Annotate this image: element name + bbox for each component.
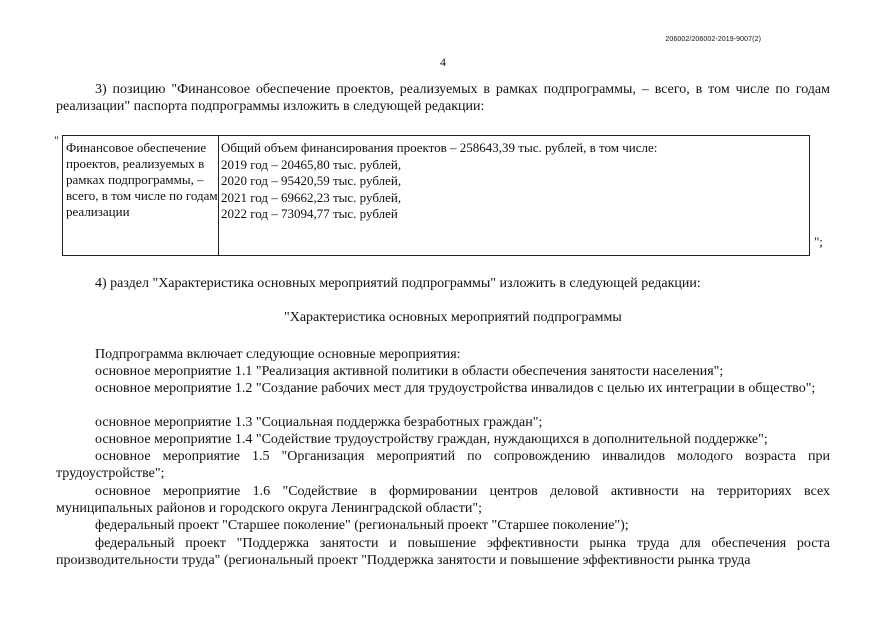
federal-project-1: федеральный проект "Старшее поколение" (региональный проект "Старшее поколение");	[95, 518, 629, 533]
page-number: 4	[440, 55, 446, 69]
financing-table	[62, 135, 810, 256]
financing-year-line: 2019 год – 20465,80 тыс. рублей,	[221, 156, 402, 172]
measure-1-4: основное мероприятие 1.4 "Содействие трудоустройству граждан, нуждающихся в дополнительной поддержке";	[95, 432, 768, 447]
measure-1-2: основное мероприятие 1.2 "Создание рабочих мест для трудоустройства инвалидов с целью их интеграции в общество";	[95, 381, 816, 396]
measure-1-6: основное мероприятие 1.6 "Содействие в формировании центров деловой активности на территориях всех муниципальных районов и городского округа Ленинградской области";	[56, 484, 830, 516]
body-intro: Подпрограмма включает следующие основные мероприятия:	[95, 347, 461, 362]
paragraph-4: 4) раздел "Характеристика основных мероприятий подпрограммы" изложить в следующей редакции:	[95, 276, 701, 291]
table-left-cell: Финансовое обеспечение проектов, реализуемых в рамках подпрограммы, – всего, в том числе по годам реализации	[66, 140, 218, 219]
measure-1-3: основное мероприятие 1.3 "Социальная поддержка безработных граждан";	[95, 415, 543, 430]
section-heading: "Характеристика основных мероприятий подпрограммы	[284, 310, 622, 325]
table-column-divider	[218, 136, 219, 255]
paragraph-3: 3) позицию "Финансовое обеспечение проектов, реализуемых в рамках подпрограммы, – всего, в том числе по годам реализации" паспорта подпрограммы изложить в следующей редакции:	[56, 82, 830, 114]
financing-year-line: 2022 год – 73094,77 тыс. рублей	[221, 206, 398, 221]
table-close-quote: ";	[814, 234, 823, 249]
table-right-cell	[221, 140, 806, 223]
document-id: 206002/206002-2019-9007(2)	[665, 36, 761, 43]
measure-1-5: основное мероприятие 1.5 "Организация мероприятий по сопровождению инвалидов молодого возраста при трудоустройстве";	[56, 449, 830, 481]
financing-year-line: 2020 год – 95420,59 тыс. рублей,	[221, 173, 402, 188]
measure-1-1: основное мероприятие 1.1 "Реализация активной политики в области обеспечения занятости населения";	[95, 364, 724, 379]
federal-project-2: федеральный проект "Поддержка занятости и повышение эффективности рынка труда для обеспечения роста производительности труда" (региональный проект "Поддержка занятости и повышение эффективности рынка труда	[56, 536, 830, 568]
table-open-quote: "	[54, 133, 59, 147]
financing-year-line: 2021 год – 69662,23 тыс. рублей,	[221, 189, 402, 205]
financing-total-line: Общий объем финансирования проектов – 258643,39 тыс. рублей, в том числе:	[221, 140, 658, 155]
